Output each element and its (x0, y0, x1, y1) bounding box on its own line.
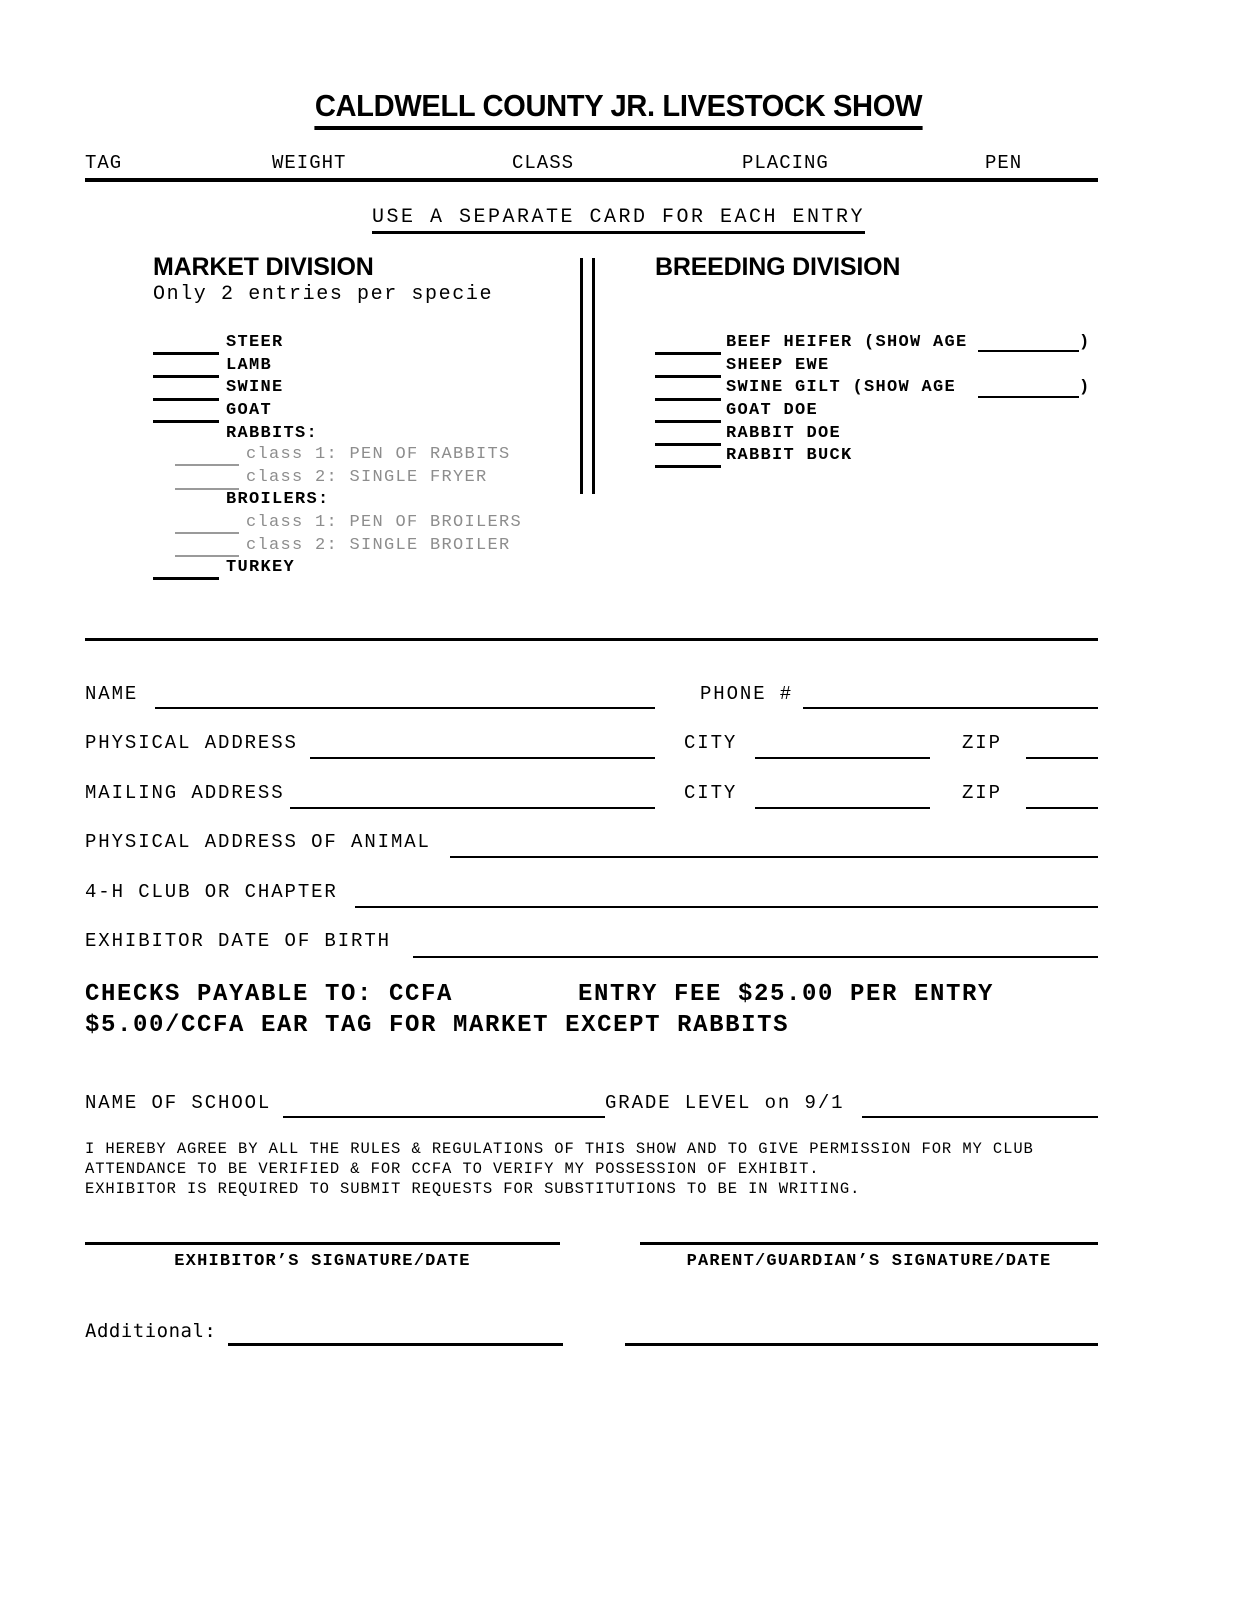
input-school-name[interactable] (283, 1116, 605, 1118)
label-name: NAME (85, 683, 139, 705)
signature-line-exhibitor[interactable] (85, 1242, 560, 1245)
label-city-2: CITY (684, 782, 738, 804)
input-date-of-birth[interactable] (413, 956, 1098, 958)
market-division-subtitle: Only 2 entries per specie (153, 283, 494, 306)
label-phone: PHONE # (700, 683, 794, 705)
breeding-blank-rabbit-buck[interactable] (655, 465, 721, 468)
breeding-division-heading: BREEDING DIVISION (655, 253, 901, 281)
swine-gilt-show-age-blank[interactable] (978, 396, 1079, 398)
label-zip-1: ZIP (962, 732, 1002, 754)
market-blank-lamb[interactable] (153, 375, 219, 378)
breeding-item-beef-heifer: BEEF HEIFER (SHOW AGE (726, 333, 968, 352)
label-physical-address: PHYSICAL ADDRESS (85, 732, 298, 754)
input-physical-address[interactable] (310, 757, 655, 759)
market-item-broilers-class1: class 1: PEN OF BROILERS (246, 513, 523, 532)
division-divider (580, 258, 595, 494)
page-title-text: CALDWELL COUNTY JR. LIVESTOCK SHOW (315, 88, 922, 130)
market-blank-rabbits-class1[interactable] (175, 464, 239, 466)
market-item-goat: GOAT (226, 401, 273, 420)
label-city-1: CITY (684, 732, 738, 754)
column-header-tag: TAG (85, 152, 123, 174)
market-item-rabbits-class1: class 1: PEN OF RABBITS (246, 445, 511, 464)
ear-tag-fee-text: $5.00/CCFA EAR TAG FOR MARKET EXCEPT RABBITS (85, 1012, 790, 1039)
label-club: 4-H CLUB OR CHAPTER (85, 881, 338, 903)
input-name[interactable] (155, 707, 655, 709)
agreement-line-2: ATTENDANCE TO BE VERIFIED & FOR CCFA TO VERIFY MY POSSESSION OF EXHIBIT. (85, 1160, 820, 1178)
breeding-blank-goat-doe[interactable] (655, 420, 721, 423)
column-header-placing: PLACING (742, 152, 829, 174)
market-item-broilers: BROILERS: (226, 490, 330, 509)
market-blank-broilers-class1[interactable] (175, 532, 239, 534)
breeding-blank-rabbit-doe[interactable] (655, 443, 721, 446)
column-header-class: CLASS (512, 152, 575, 174)
beef-heifer-paren: ) (1079, 333, 1091, 352)
caption-exhibitor-signature: EXHIBITOR’S SIGNATURE/DATE (174, 1252, 471, 1271)
market-item-lamb: LAMB (226, 356, 273, 375)
entry-fee-text: ENTRY FEE $25.00 PER ENTRY (578, 981, 995, 1008)
input-city-1[interactable] (755, 757, 930, 759)
label-zip-2: ZIP (962, 782, 1002, 804)
label-grade-level: GRADE LEVEL on 9/1 (605, 1092, 845, 1114)
agreement-line-1: I HEREBY AGREE BY ALL THE RULES & REGULATIONS OF THIS SHOW AND TO GIVE PERMISSION FOR MY CLUB (85, 1140, 1034, 1158)
column-header-weight: WEIGHT (272, 152, 347, 174)
input-mailing-address[interactable] (290, 807, 655, 809)
breeding-item-sheep-ewe: SHEEP EWE (726, 356, 830, 375)
swine-gilt-paren: ) (1079, 378, 1091, 397)
market-item-rabbits: RABBITS: (226, 424, 319, 443)
label-date-of-birth: EXHIBITOR DATE OF BIRTH (85, 930, 391, 952)
input-additional-left[interactable] (228, 1343, 563, 1346)
breeding-blank-sheep-ewe[interactable] (655, 375, 721, 378)
label-school-name: NAME OF SCHOOL (85, 1092, 272, 1114)
input-phone[interactable] (803, 707, 1098, 709)
input-city-2[interactable] (755, 807, 930, 809)
market-item-rabbits-class2: class 2: SINGLE FRYER (246, 468, 488, 487)
market-blank-broilers-class2[interactable] (175, 555, 239, 557)
market-item-broilers-class2: class 2: SINGLE BROILER (246, 536, 511, 555)
instruction-text: USE A SEPARATE CARD FOR EACH ENTRY (372, 206, 865, 234)
input-additional-right[interactable] (625, 1343, 1098, 1346)
market-blank-steer[interactable] (153, 352, 219, 355)
signature-line-parent[interactable] (640, 1242, 1098, 1245)
header-rule (85, 178, 1098, 182)
market-item-turkey: TURKEY (226, 558, 296, 577)
label-animal-address: PHYSICAL ADDRESS OF ANIMAL (85, 831, 431, 853)
section-rule (85, 638, 1098, 641)
page-title (37, 88, 1200, 130)
column-header-pen: PEN (985, 152, 1023, 174)
market-blank-swine[interactable] (153, 398, 219, 401)
label-mailing-address: MAILING ADDRESS (85, 782, 285, 804)
input-zip-1[interactable] (1026, 757, 1098, 759)
beef-heifer-show-age-blank[interactable] (978, 350, 1079, 352)
agreement-line-3: EXHIBITOR IS REQUIRED TO SUBMIT REQUESTS FOR SUBSTITUTIONS TO BE IN WRITING. (85, 1180, 861, 1198)
market-item-steer: STEER (226, 333, 284, 352)
label-additional: Additional: (85, 1320, 217, 1342)
input-zip-2[interactable] (1026, 807, 1098, 809)
input-animal-address[interactable] (450, 856, 1098, 858)
breeding-blank-swine-gilt[interactable] (655, 398, 721, 401)
market-blank-goat[interactable] (153, 420, 219, 423)
input-club[interactable] (355, 906, 1098, 908)
instruction-line (0, 206, 1237, 229)
breeding-item-goat-doe: GOAT DOE (726, 401, 819, 420)
market-item-swine: SWINE (226, 378, 284, 397)
checks-payable-text: CHECKS PAYABLE TO: CCFA (85, 981, 454, 1008)
breeding-item-swine-gilt: SWINE GILT (SHOW AGE (726, 378, 957, 397)
breeding-blank-beef-heifer[interactable] (655, 352, 721, 355)
market-division-heading: MARKET DIVISION (153, 253, 374, 281)
breeding-item-rabbit-doe: RABBIT DOE (726, 424, 842, 443)
market-blank-turkey[interactable] (153, 577, 219, 580)
caption-parent-signature: PARENT/GUARDIAN’S SIGNATURE/DATE (686, 1252, 1052, 1271)
input-grade-level[interactable] (862, 1116, 1098, 1118)
breeding-item-rabbit-buck: RABBIT BUCK (726, 446, 853, 465)
